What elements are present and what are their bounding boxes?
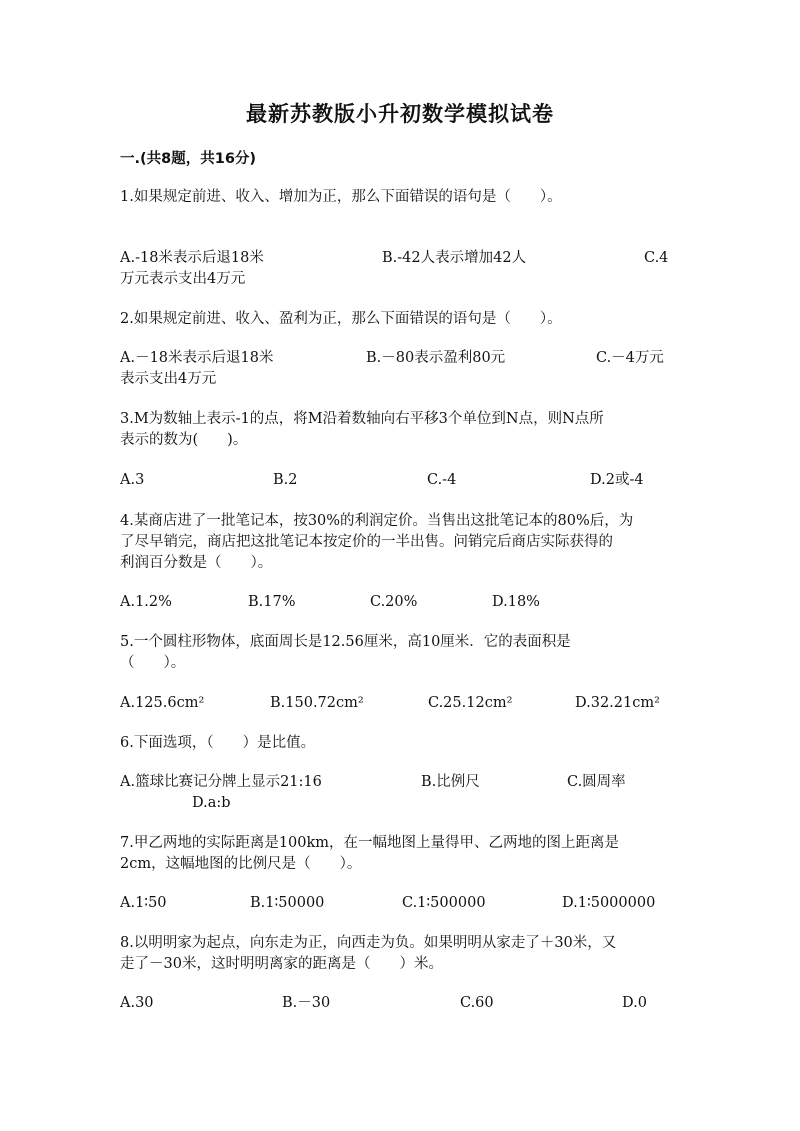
q6-option-d[interactable]: D.a:b: [192, 795, 231, 811]
q2-option-b[interactable]: B.－80表示盈利80元: [366, 350, 506, 366]
q7-option-c[interactable]: C.1∶500000: [402, 895, 486, 911]
q7-option-d[interactable]: D.1∶5000000: [562, 895, 656, 911]
q1-option-b[interactable]: B.-42人表示增加42人: [382, 250, 527, 266]
q3-stem-line2: 表示的数为( )。: [120, 432, 248, 448]
q3-option-d[interactable]: D.2或-4: [590, 472, 644, 488]
q1-option-c-continued: 万元表示支出4万元: [120, 271, 246, 287]
q8-option-b[interactable]: B.－30: [282, 995, 331, 1011]
q3-option-b[interactable]: B.2: [273, 472, 298, 488]
q7-stem-line2: 2cm，这幅地图的比例尺是（ ）。: [120, 856, 362, 872]
q6-option-b[interactable]: B.比例尺: [421, 774, 480, 790]
q4-stem-line2: 了尽早销完，商店把这批笔记本按定价的一半出售。问销完后商店实际获得的: [120, 534, 613, 550]
q5-option-b[interactable]: B.150.72cm²: [270, 695, 364, 711]
q1-option-c[interactable]: C.4: [644, 250, 669, 266]
q7-stem-line1: 7.甲乙两地的实际距离是100km，在一幅地图上量得甲、乙两地的图上距离是: [120, 835, 620, 851]
q8-option-c[interactable]: C.60: [460, 995, 494, 1011]
q2-option-c-continued: 表示支出4万元: [120, 371, 217, 387]
q2-option-c[interactable]: C.－4万元: [596, 350, 664, 366]
q8-stem-line1: 8.以明明家为起点，向东走为正，向西走为负。如果明明从家走了＋30米，又: [120, 935, 617, 951]
q7-option-b[interactable]: B.1∶50000: [250, 895, 325, 911]
q5-stem-line1: 5.一个圆柱形物体，底面周长是12.56厘米，高10厘米．它的表面积是: [120, 634, 571, 650]
q8-option-a[interactable]: A.30: [120, 995, 154, 1011]
q4-stem-line3: 利润百分数是（ ）。: [120, 555, 273, 571]
q2-option-a[interactable]: A.－18米表示后退18米: [120, 350, 274, 366]
section-heading: 一.(共8题，共16分): [120, 151, 257, 167]
q8-stem-line2: 走了－30米，这时明明离家的距离是（ ）米。: [120, 956, 443, 972]
q3-option-a[interactable]: A.3: [120, 472, 145, 488]
q2-stem: 2.如果规定前进、收入、盈利为正，那么下面错误的语句是（ ）。: [120, 311, 562, 327]
q3-option-c[interactable]: C.-4: [427, 472, 457, 488]
q4-option-b[interactable]: B.17%: [248, 594, 296, 610]
q1-stem: 1.如果规定前进、收入、增加为正，那么下面错误的语句是（ ）。: [120, 189, 562, 205]
q5-stem-line2: （ ）。: [120, 655, 186, 671]
q4-option-d[interactable]: D.18%: [492, 594, 540, 610]
q6-option-a[interactable]: A.篮球比赛记分牌上显示21:16: [120, 774, 322, 790]
q5-option-a[interactable]: A.125.6cm²: [120, 695, 205, 711]
q4-stem-line1: 4.某商店进了一批笔记本，按30%的利润定价。当售出这批笔记本的80%后，为: [120, 513, 634, 529]
q5-option-d[interactable]: D.32.21cm²: [575, 695, 660, 711]
q7-option-a[interactable]: A.1∶50: [120, 895, 167, 911]
exam-title: 最新苏教版小升初数学模拟试卷: [246, 102, 554, 126]
q4-option-c[interactable]: C.20%: [370, 594, 418, 610]
q6-stem: 6.下面选项，（ ）是比值。: [120, 735, 316, 751]
q3-stem-line1: 3.M为数轴上表示-1的点，将M沿着数轴向右平移3个单位到N点，则N点所: [120, 411, 604, 427]
q5-option-c[interactable]: C.25.12cm²: [428, 695, 513, 711]
q1-option-a[interactable]: A.-18米表示后退18米: [120, 250, 264, 266]
q6-option-c[interactable]: C.圆周率: [567, 774, 626, 790]
q4-option-a[interactable]: A.1.2%: [120, 594, 172, 610]
q8-option-d[interactable]: D.0: [622, 995, 647, 1011]
